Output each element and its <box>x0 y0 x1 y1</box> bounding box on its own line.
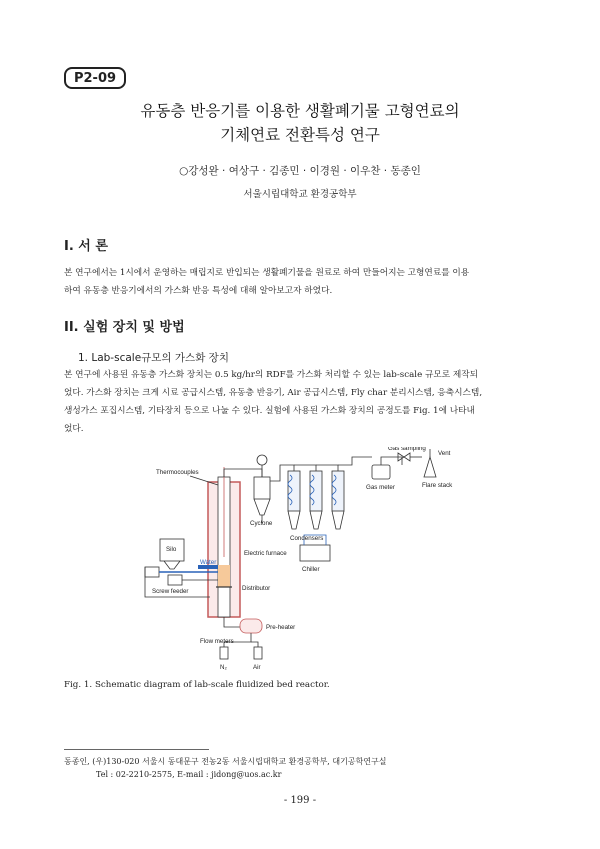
chiller-label: Chiller <box>302 566 320 573</box>
flow-meter-air <box>254 647 262 659</box>
footnote-rule <box>64 749 209 750</box>
gas-sampling-label: Gas sampling <box>388 447 426 452</box>
reactor-schematic <box>140 447 470 672</box>
distributor-label: Distributor <box>242 585 271 592</box>
section-1-heading: I. 서 론 <box>64 239 108 254</box>
flow-meter-n2 <box>220 647 228 659</box>
gas-meter <box>372 465 390 479</box>
electric-furnace-label: Electric furnace <box>244 550 287 557</box>
footnote-contact: Tel : 02-2210-2575, E-mail : jidong@uos.ac.kr <box>96 770 282 779</box>
preheater-label: Pre-heater <box>266 624 296 631</box>
n2-label: N₂ <box>220 664 227 671</box>
flare-stack-label: Flare stack <box>422 482 453 489</box>
preheater <box>240 619 262 633</box>
affiliation: 서울시립대학교 환경공학부 <box>243 189 357 200</box>
body-line: 었다. <box>64 424 84 434</box>
section-1-body <box>64 264 538 300</box>
body-line: 하여 유동층 반응기에서의 가스화 반응 특성에 대해 알아보고자 하였다. <box>64 286 333 296</box>
title-line-2: 기체연료 전환특성 연구 <box>220 126 380 144</box>
cyclone-label: Cyclone <box>250 520 273 527</box>
air-label: Air <box>253 664 261 671</box>
section-2-body <box>64 366 538 438</box>
gas-meter-label: Gas meter <box>366 484 395 491</box>
body-line: 생성가스 포집시스템, 기타장치 등으로 나눌 수 있다. 실험에 사용된 가스화 장치의 공정도를 Fig. 1에 나타내 <box>64 406 475 416</box>
fluidized-bed <box>218 565 230 587</box>
chiller <box>300 545 330 561</box>
flare-stack <box>424 457 436 477</box>
footnote-address: 동종인, (우)130-020 서울시 동대문구 전농2동 서울시립대학교 환경공학부, 대기공학연구실 <box>64 757 387 766</box>
thermocouples-label: Thermocouples <box>156 469 199 476</box>
title-line-1: 유동층 반응기를 이용한 생활폐기물 고형연료의 <box>140 102 460 120</box>
screw-feeder-label: Screw feeder <box>152 588 189 595</box>
condensers-label: Condensers <box>290 535 324 542</box>
subsection-heading: 1. Lab-scale규모의 가스화 장치 <box>78 352 229 364</box>
condensers <box>288 471 344 529</box>
body-line: 었다. 가스화 장치는 크게 시료 공급시스템, 유동층 반응기, Air 공급시스템, Fly char 분리시스템, 응축시스템, <box>64 388 483 398</box>
water-label: Water <box>200 559 217 566</box>
body-line: 본 연구에서는 1시에서 운영하는 매립지로 반입되는 생활폐기물을 원료로 하여 만들어지는 고형연료를 이용 <box>64 268 470 278</box>
screw-feeder-motor <box>145 567 159 577</box>
authors: ○강성완 · 여상구 · 김종민 · 이경원 · 이우찬 · 동종인 <box>179 165 421 177</box>
flow-meters-label: Flow meters <box>200 638 234 645</box>
figure-caption: Fig. 1. Schematic diagram of lab-scale fluidized bed reactor. <box>64 680 330 690</box>
vent-label: Vent <box>438 450 451 457</box>
silo-label: Silo <box>166 546 177 553</box>
cyclone <box>254 477 270 499</box>
body-line: 본 연구에 사용된 유동층 가스화 장치는 0.5 kg/hr의 RDF를 가스화 처리할 수 있는 lab-scale 규모로 제작되 <box>64 370 479 380</box>
page-number: - 199 - <box>283 795 317 806</box>
section-2-heading: II. 실험 장치 및 방법 <box>64 320 185 335</box>
paper-id-badge: P2-09 <box>64 67 126 89</box>
